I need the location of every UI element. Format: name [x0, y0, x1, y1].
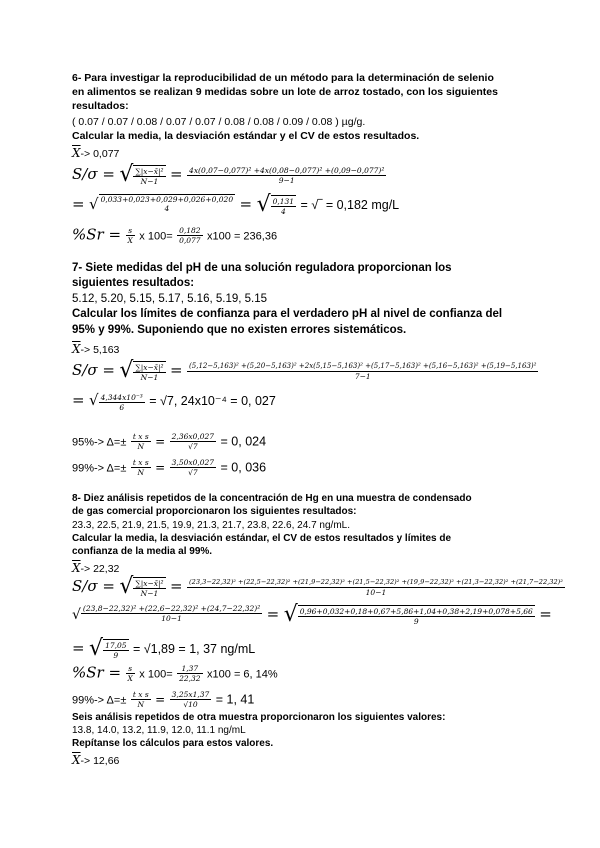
p6-std-step2: = √ 0,033+0,023+0,029+0,026+0,020 4 = √ $\frac{0,131}{4}$ = √‾ = 0,182 mg/L	[72, 192, 400, 217]
p8-extra-line: Seis análisis repetidos de otra muestra proporcionaron los siguientes valores:	[72, 712, 446, 723]
p7-std-expr-den: 7−1	[354, 371, 371, 381]
p7-ci99-label: 99%-> Δ=±	[72, 462, 127, 475]
p6-mean	[72, 145, 119, 161]
p8-cv-den: 22,32	[179, 674, 201, 683]
p8-std-formula: S/σ = √ $\frac{\text{∑|x−x̄|²}}{N-1}$ = (23,3−22,32)² +(22,5−22,32)² +(21,9−22,32)² +(21,5−22,32)² +(19,9−22,32)² +(21,3−22,32)² +(21,7−22,32)² 10−1	[72, 574, 563, 599]
p7-title-line1: 7- Siete medidas del pH de una solución reguladora proporcionan los	[72, 262, 452, 274]
p6-sum-den: N−1	[140, 176, 159, 186]
p7-question-line1: Calcular los límites de confianza para el verdadero pH al nivel de confianza del	[72, 308, 503, 320]
p6-std-formula: S/σ = √ $\frac{\text{∑|x−x̄|²}}{N-1}$ = $\frac{\text{4x(0,07−0,077)² +4x(0,08−0,077)² +(0,09−0,077)²}}{9-1}$	[72, 162, 385, 187]
p6-cv-den: 0,077	[179, 236, 201, 245]
p6-step2b-num: 0,131	[272, 196, 295, 206]
p8-ci99-num: 3,25x1,37	[171, 690, 210, 699]
p8-std-continued: √ $\frac{\text{(23,8−22,32)² +(22,6−22,32)² +(24,7−22,32)²}}{10-1}$ = √ $\frac{0,96+0,032+0,18+0,67+5,86+1,04+0,38+2,19+0,078+5,66}{9}$ =	[72, 602, 552, 627]
p8-extra-mean-value: -> 12,66	[80, 755, 120, 767]
p7-data: 5.12, 5.20, 5.15, 5.17, 5.16, 5.19, 5.15	[72, 293, 268, 305]
p6-std-expr-den: 9−1	[278, 175, 295, 185]
p8-mean: $\overline{X}-> 22,32$	[72, 561, 120, 575]
p7-step2-num: 4,344x10⁻³	[100, 393, 143, 402]
p6-mean-value: -> 0,077	[80, 148, 120, 160]
p8-std-step3: = √ $\frac{17,05}{9}$ = √1,89 = 1, 37 ng/mL	[72, 636, 256, 661]
p7-mean-value: -> 5,163	[80, 344, 120, 356]
p7-ci95-den: √7	[188, 442, 198, 451]
p6-title-line2: en alimentos se realizan 9 medidas sobre un lote de arroz tostado, con los siguientes	[72, 86, 498, 98]
p8-ci99-label: 99%-> Δ=±	[72, 694, 127, 707]
p8-cont-den: 10−1	[161, 614, 182, 623]
p7-std-step2: = √ $\frac{\text{4,344x10⁻³}}{6}$ = √7, 24x10⁻⁴ = 0, 027	[72, 391, 276, 412]
p8-question-line2: confianza de la media al 99%.	[72, 546, 213, 557]
p7-std-expr-num: (5,12−5,163)² +(5,20−5,163)² +2x(5,15−5,163)² +(5,17−5,163)² +(5,16−5,163)² +(5,19−5,163)²	[189, 361, 537, 370]
p7-mean: $\overline{X}-> 5,163$	[72, 342, 120, 356]
p8-step3-den: 9	[113, 650, 119, 660]
p8-cv-formula: %Sr = $\frac{s}{X}$ x 100= $\frac{1,37}{22,32}$ x100 = 6, 14%	[72, 663, 278, 683]
p8-cv-num: 1,37	[177, 664, 202, 674]
p8-extra-question: Repítanse los cálculos para estos valores.	[72, 738, 274, 749]
p7-question-line2: 95% y 99%. Suponiendo que no existen errores sistemáticos.	[72, 324, 407, 336]
p8-ci99: 99%-> Δ=± $\frac{\text{t x s}}{N}$ = $\frac{3,25x1,37}{√10}$ = 1, 41	[72, 690, 255, 709]
p8-ci99-result: = 1, 41	[215, 692, 255, 707]
p7-ci99-result: = 0, 036	[220, 460, 267, 475]
p7-ci99-den: √7	[188, 468, 198, 477]
p8-cont-num: (23,8−22,32)² +(22,6−22,32)² +(24,7−22,32)²	[82, 604, 261, 613]
p6-sum-num: ∑|x−x̄|²	[135, 166, 164, 176]
p8-std-result: = √1,89 = 1, 37 ng/mL	[133, 642, 256, 657]
p6-question: Calcular la media, la desviación estándar y el CV de estos resultados.	[72, 130, 420, 142]
p8-cv-result: x100 = 6, 14%	[207, 668, 278, 681]
p8-std-expr-num: (23,3−22,32)² +(22,5−22,32)² +(21,9−22,32)² +(21,5−22,32)² +(19,9−22,32)² +(21,3−22,32)² +(21,7−22,32)²	[189, 577, 563, 586]
p6-cv-num: 0,182	[179, 226, 201, 235]
p6-title-line3: resultados:	[72, 100, 129, 112]
p8-sum-num: 0,96+0,032+0,18+0,67+5,86+1,04+0,38+2,19+0,078+5,66	[299, 606, 533, 616]
p7-step2-den: 6	[119, 403, 125, 412]
p8-step3-num: 17,05	[105, 640, 127, 650]
p8-mean-value: -> 22,32	[80, 563, 120, 575]
xbar-symbol: $\overline{X}$	[72, 146, 81, 160]
p7-std-result: = √7, 24x10⁻⁴ = 0, 027	[149, 394, 276, 409]
p8-title-line1: 8- Diez análisis repetidos de la concentración de Hg en una muestra de condensado	[72, 493, 472, 504]
p7-ci99-num: 3,50x0,027	[171, 458, 215, 467]
p7-std-formula: S/σ = √ $\frac{\text{∑|x−x̄|²}}{N-1}$ = (5,12−5,163)² +(5,20−5,163)² +2x(5,15−5,163)² +(5,17−5,163)² +(5,16−5,163)² +(5,19−5,163)² 7−1	[72, 358, 537, 383]
p8-extra-mean: $\overline{X}-> 12,66$	[72, 753, 120, 767]
p8-sum-den: 9	[413, 616, 419, 626]
p6-step2-den: 4	[164, 204, 170, 213]
p8-extra-data: 13.8, 14.0, 13.2, 11.9, 12.0, 11.1 ng/mL	[72, 725, 246, 736]
p6-std-expr-num: 4x(0,07−0,077)² +4x(0,08−0,077)² +(0,09−0,077)²	[189, 165, 385, 175]
p8-std-expr-den: 10−1	[365, 587, 387, 597]
p6-data: ( 0.07 / 0.07 / 0.08 / 0.07 / 0.07 / 0.08 / 0.08 / 0.09 / 0.08 ) µg/g.	[72, 116, 366, 128]
p8-ci99-den: √10	[183, 700, 198, 709]
p6-std-result: = √‾ = 0,182 mg/L	[300, 198, 400, 213]
p8-title-line2: de gas comercial proporcionaron los siguientes resultados:	[72, 506, 357, 517]
p8-data: 23.3, 22.5, 21.9, 21.5, 19.9, 21.3, 21.7, 23.8, 22.6, 24.7 ng/mL.	[72, 520, 350, 531]
p6-cv-result: x100 = 236,36	[207, 230, 278, 243]
p7-ci99: 99%-> Δ=± $\frac{\text{t x s}}{N}$ = $\frac{3,50x0,027}{√7}$ = 0, 036	[72, 458, 267, 477]
p6-step2-num: 0,033+0,023+0,029+0,026+0,020	[100, 195, 234, 204]
p6-std-lhs: S/σ =	[72, 165, 115, 184]
p6-cv-lhs: %Sr =	[72, 225, 122, 244]
p7-title-line2: siguientes resultados:	[72, 277, 195, 289]
p7-ci95-result: = 0, 024	[220, 434, 267, 449]
p7-ci95: 95%-> Δ=± $\frac{\text{t x s}}{N}$ = $\frac{2,36x0,027}{√7}$ = 0, 024	[72, 432, 267, 451]
p6-cv-mid: x 100=	[139, 230, 173, 243]
p6-title-line1: 6- Para investigar la reproducibilidad de un método para la determinación de selenio	[72, 72, 494, 84]
p7-ci95-label: 95%-> Δ=±	[72, 436, 127, 449]
p6-cv-formula: %Sr = $\frac{s}{X}$ x 100= $\frac{0,182}{0,077}$ x100 = 236,36	[72, 225, 278, 245]
p6-step2b-den: 4	[280, 206, 286, 216]
p7-ci95-num: 2,36x0,027	[171, 432, 215, 441]
p8-question-line1: Calcular la media, la desviación estándar, el CV de estos resultados y límites de	[72, 533, 452, 544]
